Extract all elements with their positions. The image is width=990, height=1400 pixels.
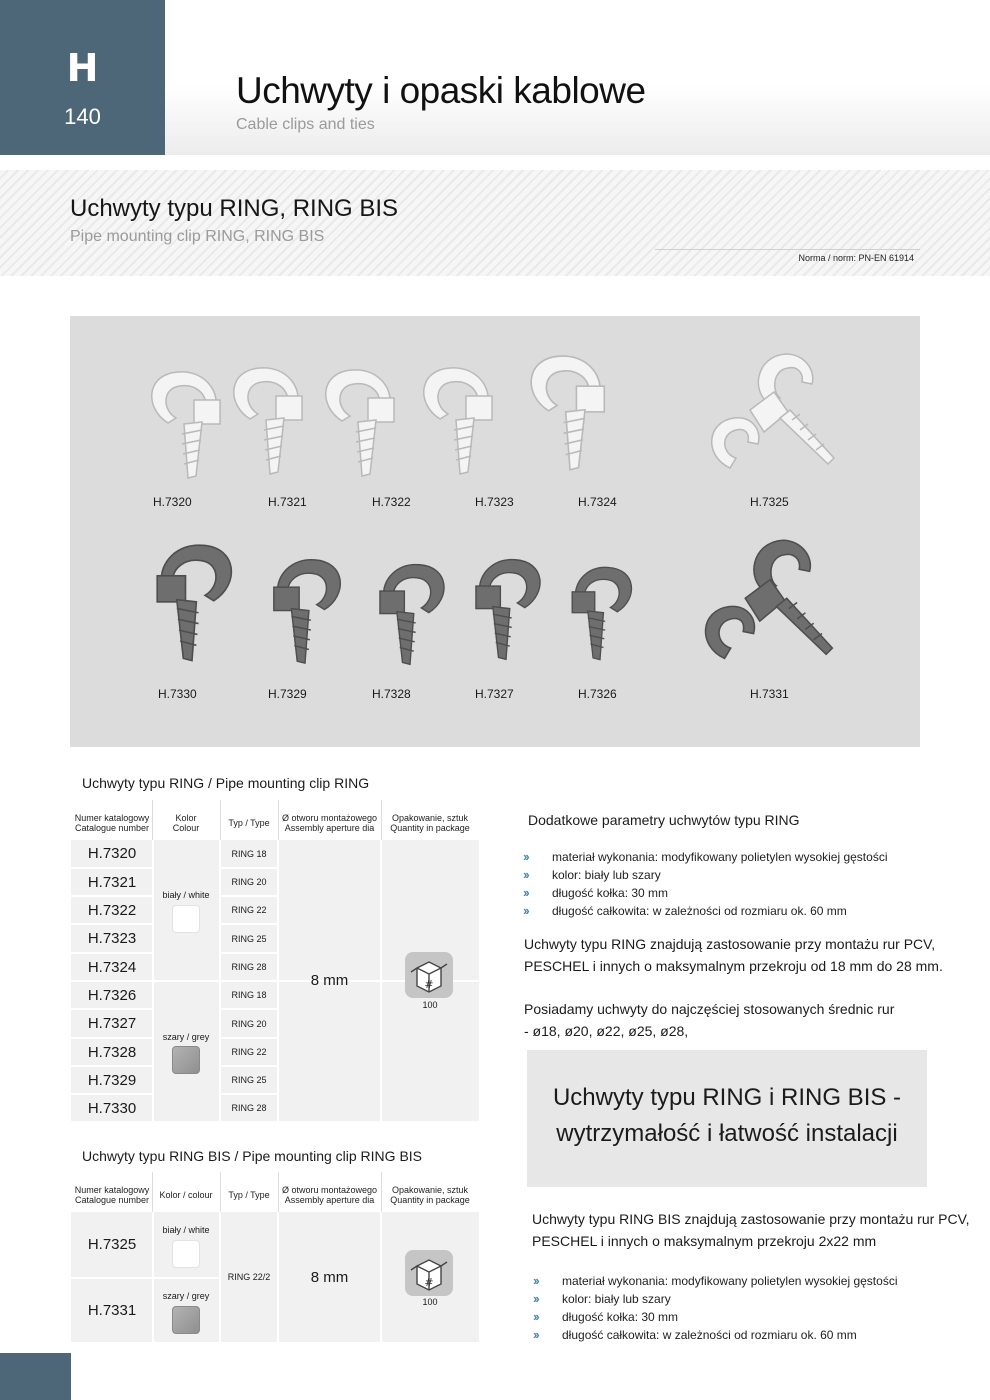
page-number: 140 xyxy=(64,104,101,129)
chevron-right-icon: ›› xyxy=(523,849,528,864)
chevron-right-icon: ›› xyxy=(533,1309,538,1324)
bullet-item: ›› materiał wykonania: modyfikowany polietylen wysokiej gęstości xyxy=(523,849,888,864)
header-divider xyxy=(278,800,279,840)
table-row-catalogue: H.7320 xyxy=(87,845,137,862)
svg-text:#: # xyxy=(424,1276,434,1289)
product-label: H.7326 xyxy=(578,687,617,701)
product-label: H.7330 xyxy=(158,687,197,701)
package-quantity: 100 xyxy=(422,1297,438,1307)
product-photo-panel xyxy=(70,316,920,747)
table-row-catalogue: H.7329 xyxy=(87,1071,137,1089)
table-row-catalogue: H.7327 xyxy=(87,1015,137,1032)
aperture-diameter: 8 mm xyxy=(310,1268,349,1286)
page-title: Uchwyty i opaski kablowe xyxy=(236,70,646,111)
table-row-catalogue: H.7323 xyxy=(87,930,137,947)
chevron-right-icon: ›› xyxy=(523,903,528,918)
product-label: H.7325 xyxy=(750,495,789,509)
chevron-right-icon: ›› xyxy=(523,885,528,900)
bullet-item: ›› długość kołka: 30 mm xyxy=(533,1309,679,1324)
product-label: H.7321 xyxy=(268,495,307,509)
header-type: Typ / Type xyxy=(228,1190,270,1200)
table-row-type: RING 20 xyxy=(231,877,267,887)
page-subtitle: Cable clips and ties xyxy=(236,116,375,133)
section-letter: H xyxy=(66,46,99,90)
colour-label-grey: szary / grey xyxy=(162,1291,210,1301)
table-row-catalogue: H.7326 xyxy=(87,986,137,1004)
clip-white-icon xyxy=(228,364,312,479)
table-row-type: RING 20 xyxy=(231,1018,267,1029)
product-label: H.7322 xyxy=(372,495,411,509)
product-label: H.7329 xyxy=(268,687,307,701)
box-hash-icon xyxy=(405,1250,453,1296)
params-heading: Dodatkowe parametry uchwytów typu RING xyxy=(528,812,800,828)
chevron-right-icon: ›› xyxy=(533,1327,538,1342)
aperture-diameter: 8 mm xyxy=(310,972,349,989)
table-row-catalogue: H.7330 xyxy=(87,1099,137,1117)
table-row-catalogue: H.7324 xyxy=(87,958,137,976)
clip-grey-icon xyxy=(462,556,550,664)
chevron-right-icon: ›› xyxy=(533,1291,538,1306)
clip-grey-icon xyxy=(560,564,640,664)
product-label: H.7327 xyxy=(475,687,514,701)
table-row-type: RING 22/2 xyxy=(227,1272,271,1282)
product-label: H.7331 xyxy=(750,687,789,701)
white-swatch xyxy=(172,905,200,933)
table-row-catalogue: H.7321 xyxy=(87,873,137,891)
ring-diameters-text: Posiadamy uchwyty do najczęściej stosowanych średnic rur - ø18, ø20, ø22, ø25, ø28, xyxy=(524,1001,895,1039)
header-colour: Kolor Colour xyxy=(172,813,200,833)
table-row-type: RING 28 xyxy=(231,962,267,972)
table-row-type: RING 22 xyxy=(231,1047,267,1057)
ring-usage-text: Uchwyty typu RING znajdują zastosowanie przy montażu rur PCV, PESCHEL i innych o maksymalnym przekroju od 18 mm do 28 mm. xyxy=(524,936,943,974)
table-row-catalogue: H.7325 xyxy=(87,1236,137,1253)
header-colour: Kolor / colour xyxy=(159,1190,213,1200)
clip-white-icon xyxy=(320,366,404,481)
table-row-type: RING 22 xyxy=(231,905,267,915)
section-title: Uchwyty typu RING, RING BIS xyxy=(70,195,399,222)
grey-swatch xyxy=(172,1046,200,1074)
callout-text: Uchwyty typu RING i RING BIS - wytrzymałość i łatwość instalacji xyxy=(552,1084,902,1147)
header-divider xyxy=(220,800,221,840)
header-divider xyxy=(381,800,382,840)
ring-table-heading: Uchwyty typu RING / Pipe mounting clip RING xyxy=(82,775,370,791)
clip-grey-icon xyxy=(256,556,354,668)
clip-white-icon xyxy=(525,351,615,476)
colour-label-grey: szary / grey xyxy=(162,1032,210,1042)
ring-bis-table-heading: Uchwyty typu RING BIS / Pipe mounting clip RING BIS xyxy=(82,1148,423,1164)
clip-grey-icon xyxy=(136,541,248,666)
svg-text:#: # xyxy=(424,978,434,991)
bullet-item: ›› materiał wykonania: modyfikowany polietylen wysokiej gęstości xyxy=(533,1273,898,1288)
clip-white-icon xyxy=(146,368,230,483)
bullet-item: ›› długość kołka: 30 mm xyxy=(523,885,669,900)
box-hash-icon xyxy=(405,952,453,998)
table-row-catalogue: H.7331 xyxy=(87,1302,137,1319)
table-row-catalogue: H.7322 xyxy=(87,901,137,919)
header-catalogue: Numer katalogowy Catalogue number xyxy=(74,813,150,833)
section-subtitle: Pipe mounting clip RING, RING BIS xyxy=(70,228,325,245)
bullet-item: ›› kolor: biały lub szary xyxy=(523,867,661,882)
header-aperture: Ø otworu montażowego Assembly aperture dia xyxy=(281,1185,378,1205)
bullet-item: ›› długość całkowita: w zależności od rozmiaru ok. 60 mm xyxy=(523,903,847,918)
double-clip-grey-icon xyxy=(690,534,842,674)
bullet-item: ›› długość całkowita: w zależności od rozmiaru ok. 60 mm xyxy=(533,1327,857,1342)
colour-label-white: biały / white xyxy=(162,890,210,900)
double-clip-white-icon xyxy=(700,348,840,483)
clip-white-icon xyxy=(418,364,502,479)
product-label: H.7323 xyxy=(475,495,514,509)
header-type: Typ / Type xyxy=(228,818,270,828)
clip-grey-icon xyxy=(364,561,456,669)
header-aperture: Ø otworu montażowego Assembly aperture dia xyxy=(281,813,378,833)
table-row-type: RING 25 xyxy=(231,1075,267,1085)
header-divider xyxy=(152,800,153,840)
footer-corner-bar xyxy=(0,1353,71,1400)
grey-swatch xyxy=(172,1306,200,1334)
product-label: H.7324 xyxy=(578,495,617,509)
section-tab xyxy=(0,0,165,155)
bullet-item: ›› kolor: biały lub szary xyxy=(533,1291,671,1306)
colour-label-white: biały / white xyxy=(162,1225,210,1235)
package-quantity: 100 xyxy=(422,1000,438,1010)
table-row-type: RING 18 xyxy=(231,990,267,1000)
chevron-right-icon: ›› xyxy=(523,867,528,882)
table-row-type: RING 25 xyxy=(231,933,267,944)
header-package: Opakowanie, sztuk Quantity in package xyxy=(390,813,470,833)
norm-divider xyxy=(655,249,920,250)
white-swatch xyxy=(172,1240,200,1268)
ring-bis-usage-text: Uchwyty typu RING BIS znajdują zastosowanie przy montażu rur PCV, PESCHEL i innych o maksymalnym przekroju 2x22 mm xyxy=(532,1211,970,1249)
product-label: H.7328 xyxy=(372,687,411,701)
chevron-right-icon: ›› xyxy=(533,1273,538,1288)
norm-label: Norma / norm: PN-EN 61914 xyxy=(798,253,914,263)
table-row-catalogue: H.7328 xyxy=(87,1043,137,1061)
table-row-type: RING 28 xyxy=(231,1103,267,1113)
product-label: H.7320 xyxy=(153,495,192,509)
header-package: Opakowanie, sztuk Quantity in package xyxy=(390,1185,470,1205)
table-row-type: RING 18 xyxy=(231,848,267,859)
header-catalogue: Numer katalogowy Catalogue number xyxy=(74,1185,150,1205)
